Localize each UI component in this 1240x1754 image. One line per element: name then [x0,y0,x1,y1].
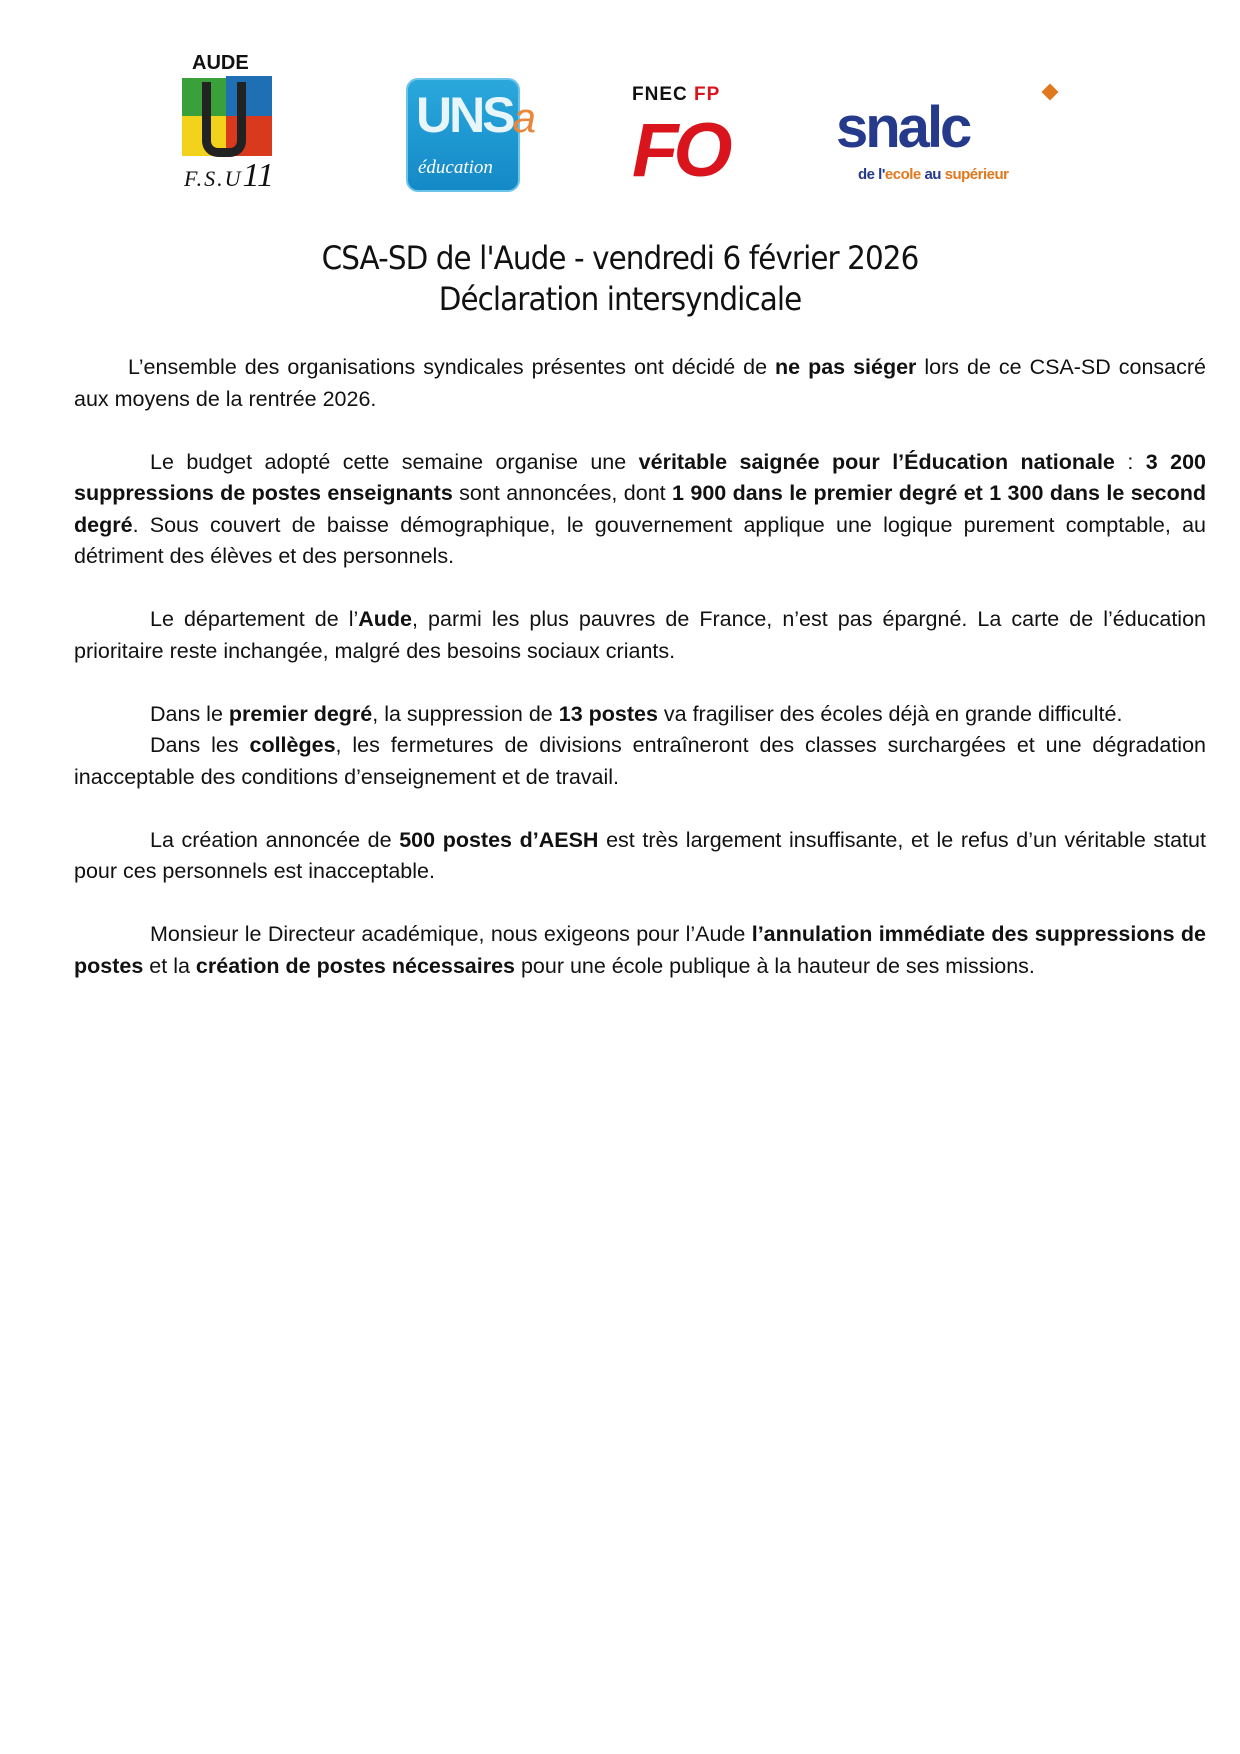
paragraph [74,447,1206,573]
text: Le département de l’ [150,607,359,631]
logo-text: UNS [416,87,513,143]
text: Monsieur le Directeur académique, nous exigeons pour l’Aude [150,922,752,946]
logo-text: éducation [418,157,493,178]
bold-text: 1 900 dans le premier degré et 1 300 dans le second degré [74,481,1206,537]
logo-text: ecole [884,166,921,183]
text: Dans le [150,701,229,726]
logo-text: snalc [836,95,970,160]
title-line-2: Déclaration intersyndicale [438,280,802,318]
paragraph [74,825,1206,888]
text: , les fermetures de divisions entraîneront des classes surchargées et une dégradation inacceptable des conditions d’enseignement et de travail. [74,733,1207,789]
paragraph [74,919,1206,982]
bold-text: Aude [358,607,413,631]
u-letter-mark [202,82,246,157]
snalc-logo [836,96,1066,196]
bold-text: 3 200 suppressions de postes enseignants [74,449,1206,505]
text: est très largement insuffisante, et le refus d’un véritable statut pour ces personnels est inacceptable. [74,827,1206,883]
text: La création annoncée de [150,827,400,852]
text: L’ensemble des organisations syndicales présentes ont décidé de [128,355,776,379]
logo-text: au [920,166,945,183]
bold-text: collèges [249,733,336,757]
logo-text: FNEC [632,84,688,105]
fsu-aude-logo [180,52,310,197]
text: , la suppression de [372,701,559,726]
text: : [1114,449,1146,474]
paragraph [74,730,1206,793]
paragraph [74,604,1206,667]
text: Le budget adopté cette semaine organise une [150,449,639,474]
logo-text: FP [694,84,721,105]
bold-text: création de postes nécessaires [195,953,515,978]
paragraph [74,699,1206,731]
bold-text: 13 postes [558,701,658,726]
text: va fragiliser des écoles déjà en grande difficulté. [657,701,1123,726]
text: lors de ce CSA-SD consacré aux moyens de la rentrée 2026. [74,355,1207,411]
text: , parmi les plus pauvres de France, n’est pas épargné. La carte de l’éducation prioritaire reste inchangée, malgré des besoins sociaux criants. [74,607,1207,663]
document-title [50,238,1191,320]
text: . Sous couvert de baisse démographique, le gouvernement applique une logique purement comptable, au détriment des élèves et des personnels. [74,512,1206,568]
logo-text: 11 [242,157,274,194]
logo-text: F.S.U [184,166,243,191]
bold-text: véritable saignée pour l’Éducation nationale [638,449,1115,474]
declaration-body [74,352,1206,1014]
text: pour une école publique à la hauteur de ses missions. [514,953,1035,978]
bold-text: 500 postes d’AESH [399,827,599,852]
logo-text: FO [632,108,728,193]
bold-text: ne pas siéger [775,355,917,379]
unsa-education-logo [406,78,533,192]
text: Dans les [150,733,250,757]
title-line-1: CSA-SD de l'Aude - vendredi 6 février 2026 [321,239,919,277]
fnec-fp-fo-logo [632,84,752,196]
bold-text: premier degré [228,701,373,726]
logo-text: a [512,94,533,141]
paragraph [74,352,1206,415]
logo-text: supérieur [944,166,1009,183]
logo-text: de l' [858,166,885,183]
logo-text: AUDE [192,52,249,74]
text: et la [143,953,196,978]
text: sont annoncées, dont [452,481,673,505]
bold-text: l’annulation immédiate des suppressions de postes [74,922,1206,978]
